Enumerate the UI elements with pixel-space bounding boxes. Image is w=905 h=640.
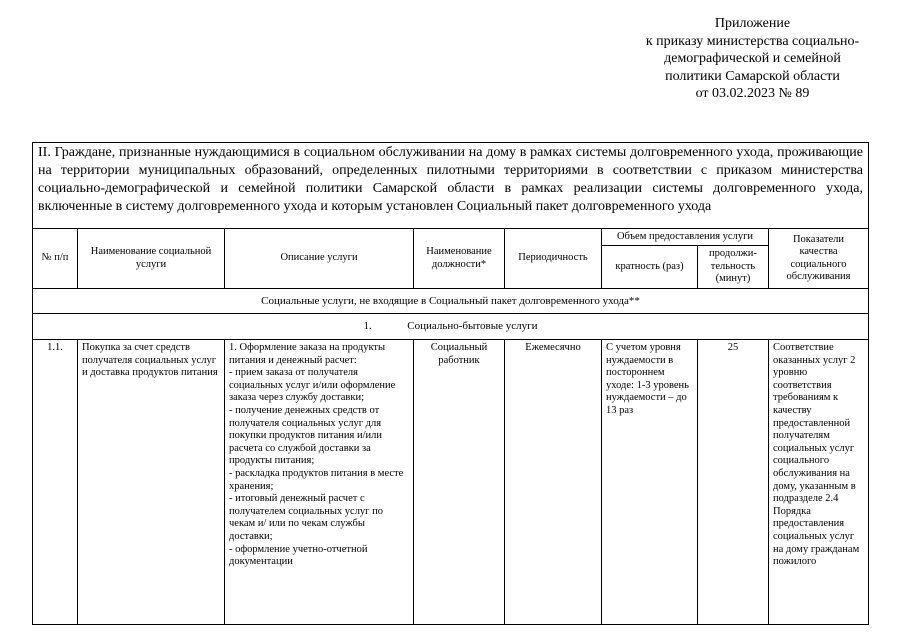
row-num: 1.1.: [33, 340, 78, 625]
row-position: Социальный работник: [414, 340, 505, 625]
header-periodicity: Периодичность: [505, 229, 602, 289]
services-table: [32, 142, 869, 625]
header-quality: Показатели качества социального обслуживания: [769, 229, 869, 289]
appendix-line: от 03.02.2023 № 89: [695, 86, 810, 101]
header-position: Наименование должности*: [414, 229, 505, 289]
appendix-header: [610, 15, 895, 103]
header-duration: продолжи-тельность (минут): [698, 246, 769, 289]
header-num: № п/п: [33, 229, 78, 289]
header-description: Описание услуги: [225, 229, 414, 289]
row-service-name: Покупка за счет средств получателя социальных услуг и доставка продуктов питания: [78, 340, 225, 625]
subsection-row: [33, 314, 869, 340]
description-line: - оформление учетно-отчетной документации: [229, 543, 368, 568]
appendix-line: политики Самарской области: [665, 68, 840, 84]
row-periodicity: Ежемесячно: [505, 340, 602, 625]
group-title: Социальные услуги, не входящие в Социальный пакет долговременного ухода**: [33, 289, 869, 314]
subsection-title: Социально-бытовые услуги: [407, 320, 538, 333]
appendix-line: демографической и семейной: [664, 51, 841, 66]
description-line: - прием заказа от получателя социальных услуг и/или оформление заказа через службу доставки;: [229, 367, 396, 404]
section-heading: II. Граждане, признанные нуждающимися в социальном обслуживании на дому в рамках системы долговременного ухода, проживающие на территории муниципальных образований, определенных пилотными территориями в соответствии с приказом министерства социально-демографической и семейной политики Самарской области в рамках реализации системы долговременного ухода, включенные в систему долговременного ухода и которым установлен Социальный пакет долговременного ухода: [33, 143, 869, 229]
description-line: - итоговый денежный расчет с получателем социальных услуг по чекам и/ или по чекам службы доставки;: [229, 493, 383, 542]
description-line: - раскладка продуктов питания в месте хранения;: [229, 467, 404, 492]
header-frequency: кратность (раз): [602, 246, 698, 289]
appendix-line: Приложение: [714, 16, 791, 31]
row-quality: Соответствие оказанных услуг 2 уровню соответствия требованиям к качеству предоставленной получателям социальных услуг социального обслуживания на дому, указанным в подразделе 2.4 Порядка предоставления социальных услуг на дому гражданам пожилого: [769, 340, 869, 625]
description-line: - получение денежных средств от получателя социальных услуг для покупки продуктов питания и/или расчета со службой доставки за продукты питания;: [229, 404, 383, 467]
row-description: [225, 340, 414, 625]
row-frequency: С учетом уровня нуждаемости в постороннем уходе: 1-3 уровень нуждаемости – до 13 раз: [602, 340, 698, 625]
header-volume: Объем предоставления услуги: [602, 229, 769, 246]
header-service-name: Наименование социальной услуги: [78, 229, 225, 289]
appendix-line: к приказу министерства социально-: [645, 33, 860, 49]
description-line: 1. Оформление заказа на продукты питания и денежный расчет:: [229, 342, 386, 366]
subsection-number: 1.: [363, 320, 372, 333]
row-duration: 25: [698, 340, 769, 625]
